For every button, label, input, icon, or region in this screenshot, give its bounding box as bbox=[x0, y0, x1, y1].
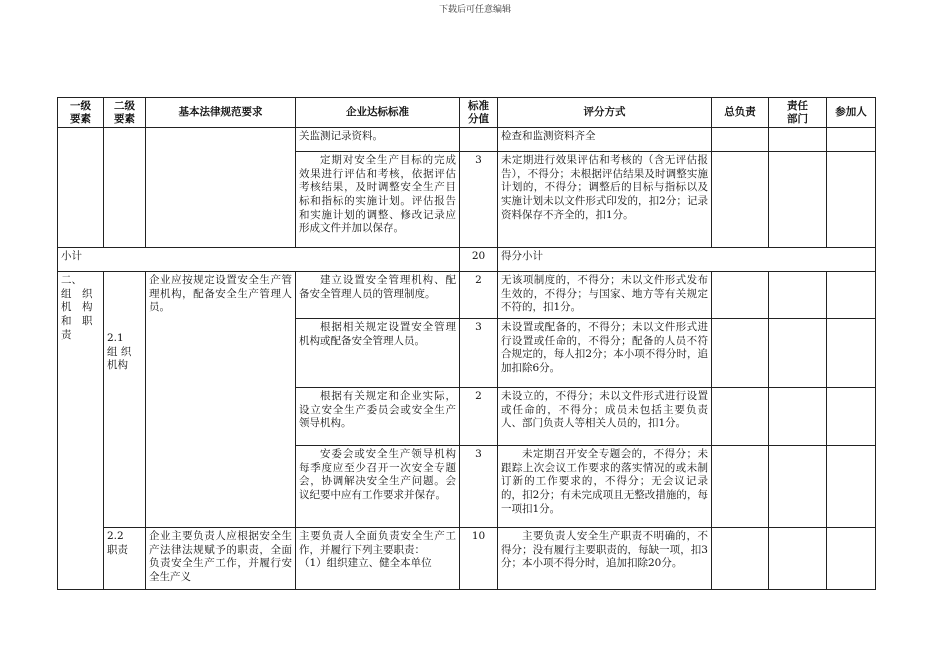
chief-cell bbox=[712, 388, 769, 446]
law-cell: 企业应按规定设置安全生产管理机构，配备安全生产管理人员。 bbox=[146, 272, 296, 528]
participants-cell bbox=[827, 446, 876, 528]
standard-cell: 根据有关规定和企业实际，设立安全生产委员会或安全生产领导机构。 bbox=[296, 388, 460, 446]
score-cell: 2 bbox=[460, 272, 498, 319]
participants-cell bbox=[827, 528, 876, 590]
chief-cell bbox=[712, 528, 769, 590]
department-cell bbox=[769, 319, 827, 388]
score-cell: 2 bbox=[460, 388, 498, 446]
table-row bbox=[58, 272, 876, 319]
chief-cell bbox=[712, 152, 769, 248]
law-cell: 企业主要负责人应根据安全生产法律法规赋予的职责，全面负责安全生产工作，并履行安全生产义 bbox=[146, 528, 296, 590]
standard-cell: 安委会或安全生产领导机构每季度应至少召开一次安全专题会，协调解决安全生产问题。会议纪要中应有工作要求并保存。 bbox=[296, 446, 460, 528]
table-row bbox=[58, 528, 876, 590]
method-cell: 未定期进行效果评估和考核的（含无评估报告），不得分；未根据评估结果及时调整实施计划的，不得分；调整后的目标与指标以及实施计划未以文件形式印发的，扣2分；记录资料保存不齐全的，扣1分。 bbox=[498, 152, 712, 248]
score-cell: 3 bbox=[460, 446, 498, 528]
participants-cell bbox=[827, 319, 876, 388]
level2-cell: 2.2 职责 bbox=[104, 528, 146, 590]
page-header: 下载后可任意编辑 bbox=[438, 5, 511, 15]
chief-cell bbox=[712, 272, 769, 319]
method-cell: 主要负责人安全生产职责不明确的，不得分；没有履行主要职责的，每缺一项，扣3分；本小项不得分时，追加扣除20分。 bbox=[498, 528, 712, 590]
col-header-department: 责任 部门 bbox=[769, 98, 827, 128]
participants-cell bbox=[827, 152, 876, 248]
col-header-level2: 二级 要素 bbox=[104, 98, 146, 128]
table-row bbox=[58, 128, 876, 152]
chief-cell bbox=[712, 319, 769, 388]
standards-table bbox=[57, 97, 876, 590]
subtotal-row bbox=[58, 248, 876, 272]
col-header-level1: 一级 要素 bbox=[58, 98, 104, 128]
col-header-chief: 总负责 bbox=[712, 98, 769, 128]
law-cell bbox=[146, 128, 296, 248]
method-cell: 未设立的，不得分；未以文件形式进行设置或任命的，不得分；成员未包括主要负责人、部门负责人等相关人员的，扣1分。 bbox=[498, 388, 712, 446]
score-cell: 3 bbox=[460, 152, 498, 248]
col-header-law: 基本法律规范要求 bbox=[146, 98, 296, 128]
department-cell bbox=[769, 528, 827, 590]
method-cell: 检查和监测资料齐全 bbox=[498, 128, 712, 152]
standard-cell: 建立设置安全管理机构、配备安全管理人员的管理制度。 bbox=[296, 272, 460, 319]
score-cell bbox=[460, 128, 498, 152]
chief-cell bbox=[712, 446, 769, 528]
col-header-score: 标准 分值 bbox=[460, 98, 498, 128]
standard-cell: 主要负责人全面负责安全生产工作，并履行下列主要职责： （1）组织建立、健全本单位 bbox=[296, 528, 460, 590]
level2-cell bbox=[104, 128, 146, 248]
department-cell bbox=[769, 446, 827, 528]
department-cell bbox=[769, 388, 827, 446]
score-cell: 3 bbox=[460, 319, 498, 388]
department-cell bbox=[769, 272, 827, 319]
chief-cell bbox=[712, 128, 769, 152]
col-header-participants: 参加人 bbox=[827, 98, 876, 128]
header-row bbox=[58, 98, 876, 128]
subtotal-score: 20 bbox=[460, 248, 498, 272]
level1-cell: 二、 组 织 机 构 和 职 责 bbox=[58, 272, 104, 590]
standard-cell: 关监测记录资料。 bbox=[296, 128, 460, 152]
standard-cell: 定期对安全生产目标的完成效果进行评估和考核，依据评估考核结果，及时调整安全生产目标和指标的实施计划。评估报告和实施计划的调整、修改记录应形成文件并加以保存。 bbox=[296, 152, 460, 248]
standard-cell: 根据相关规定设置安全管理机构或配备安全管理人员。 bbox=[296, 319, 460, 388]
level2-cell: 2.1 组 织 机构 bbox=[104, 272, 146, 528]
participants-cell bbox=[827, 272, 876, 319]
department-cell bbox=[769, 152, 827, 248]
method-cell: 无该项制度的，不得分；未以文件形式发布生效的，不得分；与国家、地方等有关规定不符的，扣1分。 bbox=[498, 272, 712, 319]
method-cell: 未设置或配备的，不得分；未以文件形式进行设置或任命的，不得分；配备的人员不符合规定的，每人扣2分；本小项不得分时，追加扣除6分。 bbox=[498, 319, 712, 388]
level1-cell bbox=[58, 128, 104, 248]
col-header-standard: 企业达标标准 bbox=[296, 98, 460, 128]
method-cell: 未定期召开安全专题会的，不得分；未跟踪上次会议工作要求的落实情况的或未制订新的工作要求的，不得分；无会议记录的，扣2分；有未完成项且无整改措施的，每一项扣1分。 bbox=[498, 446, 712, 528]
score-cell: 10 bbox=[460, 528, 498, 590]
department-cell bbox=[769, 128, 827, 152]
participants-cell bbox=[827, 128, 876, 152]
subtotal-label: 小计 bbox=[58, 248, 460, 272]
col-header-method: 评分方式 bbox=[498, 98, 712, 128]
participants-cell bbox=[827, 388, 876, 446]
subtotal-method: 得分小计 bbox=[498, 248, 876, 272]
